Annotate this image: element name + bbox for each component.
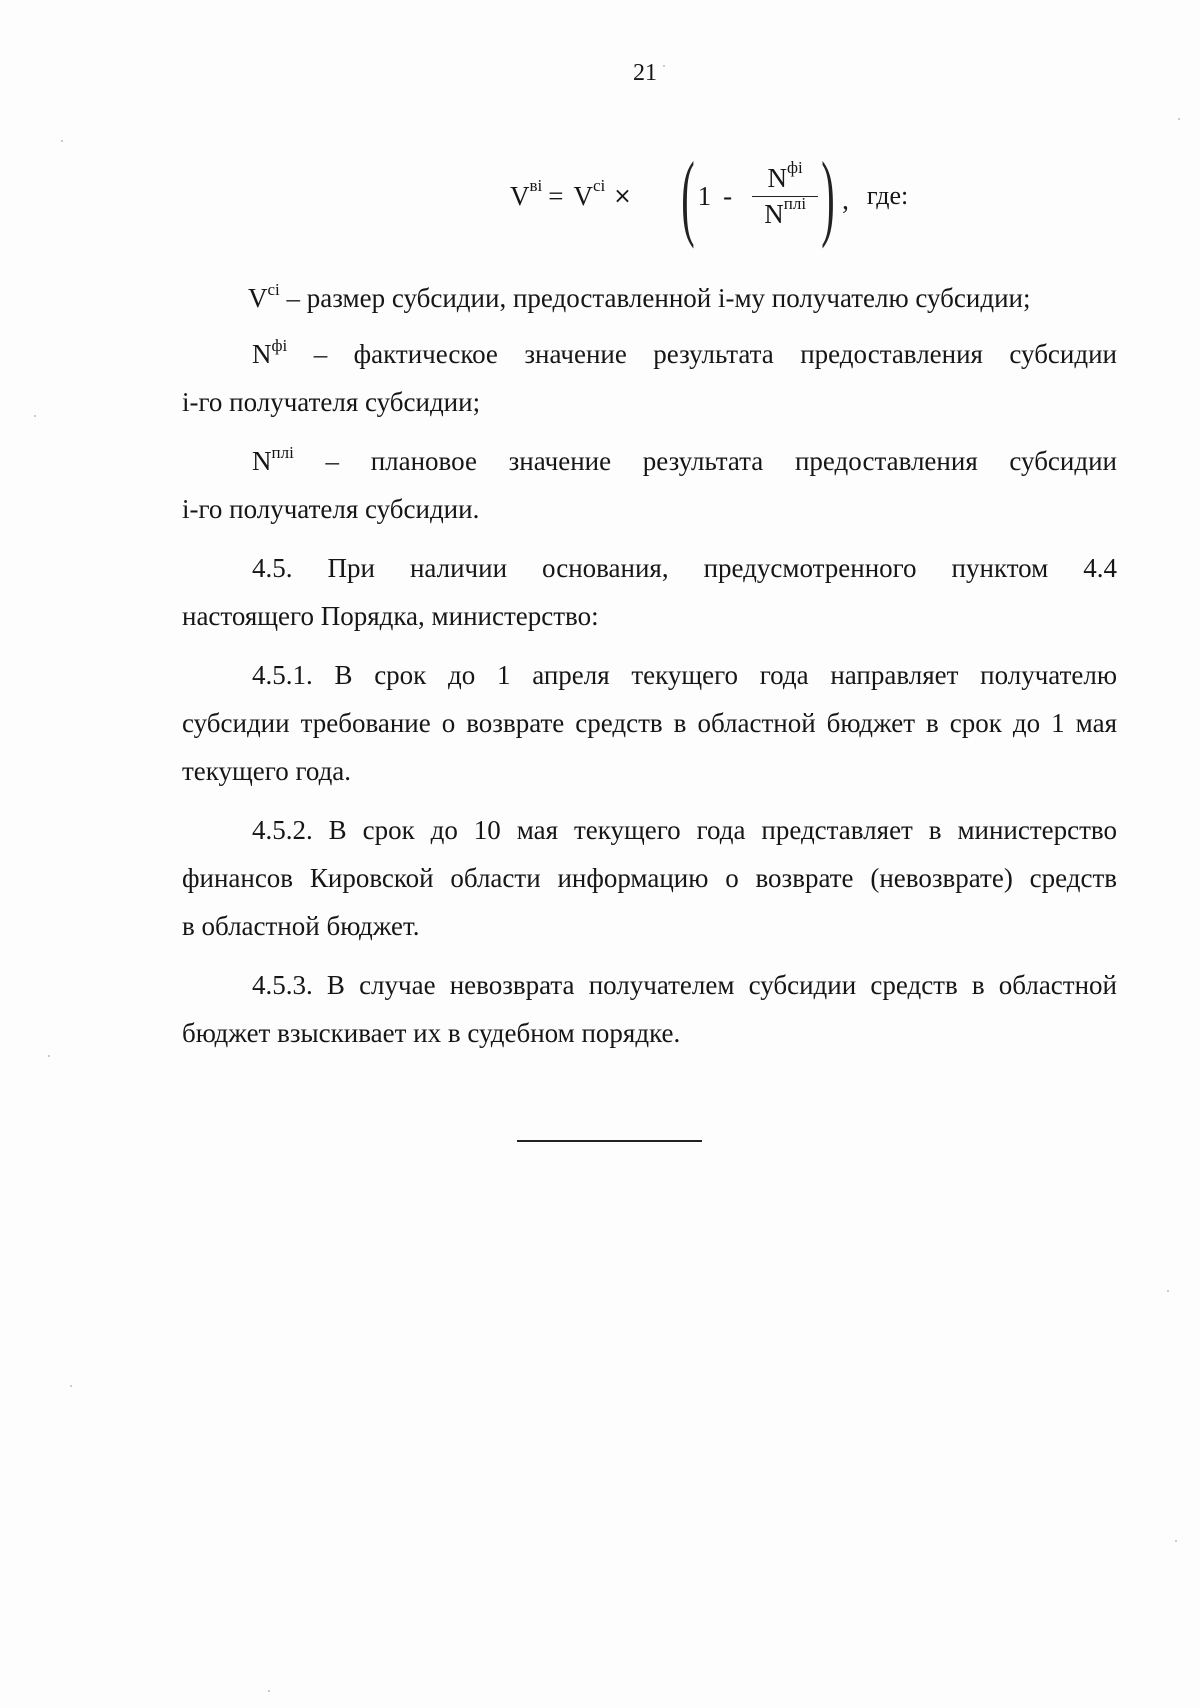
formula-comma: , — [842, 185, 849, 215]
formula-rhs-sup: ci — [592, 175, 606, 195]
definition-symbol: V — [248, 283, 268, 313]
definition-nfi — [182, 330, 1117, 426]
paragraph-line: 4.5.2. В срок до 10 мая текущего года представляет в министерство — [252, 815, 1117, 845]
paragraph-line: 4.5. При наличии основания, предусмотренного пунктом 4.4 — [252, 553, 1117, 583]
definition-sup: ci — [267, 280, 280, 299]
definition-vci — [182, 274, 1117, 322]
formula-one: 1 — [697, 180, 712, 211]
document-body — [182, 274, 1117, 1057]
formula-lhs — [510, 175, 543, 212]
definition-symbol: N — [252, 446, 272, 476]
scan-speck — [70, 1385, 72, 1387]
definition-line: i-го получателя субсидии. — [182, 494, 480, 524]
formula-minus: - — [723, 180, 733, 211]
scan-speck — [61, 140, 63, 142]
formula-lhs-sup: вi — [529, 175, 543, 195]
scan-speck — [1175, 1540, 1177, 1542]
left-parenthesis: ( — [680, 142, 695, 249]
end-of-document-rule — [517, 1140, 702, 1142]
right-parenthesis: ) — [821, 142, 835, 249]
formula-where: где: — [866, 181, 909, 210]
formula-equals: = — [548, 180, 564, 211]
paragraph-line: бюджет взыскивает их в судебном порядке. — [182, 1018, 681, 1048]
paragraph-line: в областной бюджет. — [182, 911, 420, 941]
denominator-sup: плi — [783, 193, 807, 213]
paragraph-line: текущего года. — [182, 756, 352, 786]
definition-symbol: N — [252, 339, 272, 369]
formula — [510, 142, 909, 249]
formula-times: × — [613, 183, 632, 209]
paragraph-line: финансов Кировской области информацию о возврате (невозврате) средств — [182, 863, 1117, 893]
definition-line — [182, 437, 1117, 485]
paragraph-line: субсидии требование о возврате средств в областной бюджет в срок до 1 мая — [182, 708, 1117, 738]
formula-rhs-base: V — [573, 180, 593, 211]
definition-line — [182, 330, 1117, 378]
denominator-base: N — [764, 198, 784, 229]
definition-sup: плi — [271, 443, 294, 462]
paragraph-line: настоящего Порядка, министерство: — [182, 601, 599, 631]
page-number: 21 — [633, 60, 657, 86]
scan-speck — [268, 1690, 270, 1692]
numerator-sup: фi — [787, 157, 803, 177]
definition-line — [182, 274, 1117, 322]
scan-speck — [34, 415, 36, 417]
definition-text: – размер субсидии, предоставленной i-му получателю субсидии; — [286, 283, 1031, 313]
fraction-numerator — [760, 157, 811, 196]
paragraph-4-5-3 — [182, 961, 1117, 1057]
formula-fraction — [752, 157, 818, 230]
definition-line: i-го получателя субсидии; — [182, 387, 481, 417]
paragraph-4-5-2 — [182, 806, 1117, 950]
definition-npli — [182, 437, 1117, 533]
scan-speck — [663, 65, 665, 67]
paragraph-4-5 — [182, 544, 1117, 640]
paragraph-line: 4.5.3. В случае невозврата получателем субсидии средств в областной — [252, 970, 1117, 1000]
scan-speck — [1167, 1290, 1169, 1292]
scan-speck — [1178, 118, 1180, 120]
definition-sup: фi — [271, 336, 288, 355]
fraction-denominator — [756, 193, 814, 230]
paragraph-line: 4.5.1. В срок до 1 апреля текущего года направляет получателю — [252, 660, 1117, 690]
numerator-base: N — [767, 162, 788, 193]
formula-parenthesized — [697, 157, 819, 230]
formula-rhs — [573, 175, 606, 212]
formula-lhs-base: V — [510, 180, 530, 211]
paragraph-4-5-1 — [182, 651, 1117, 795]
definition-text: – плановое значение результата предоставления субсидии — [325, 446, 1118, 476]
scan-speck — [48, 1055, 50, 1057]
definition-text: – фактическое значение результата предоставления субсидии — [313, 339, 1118, 369]
